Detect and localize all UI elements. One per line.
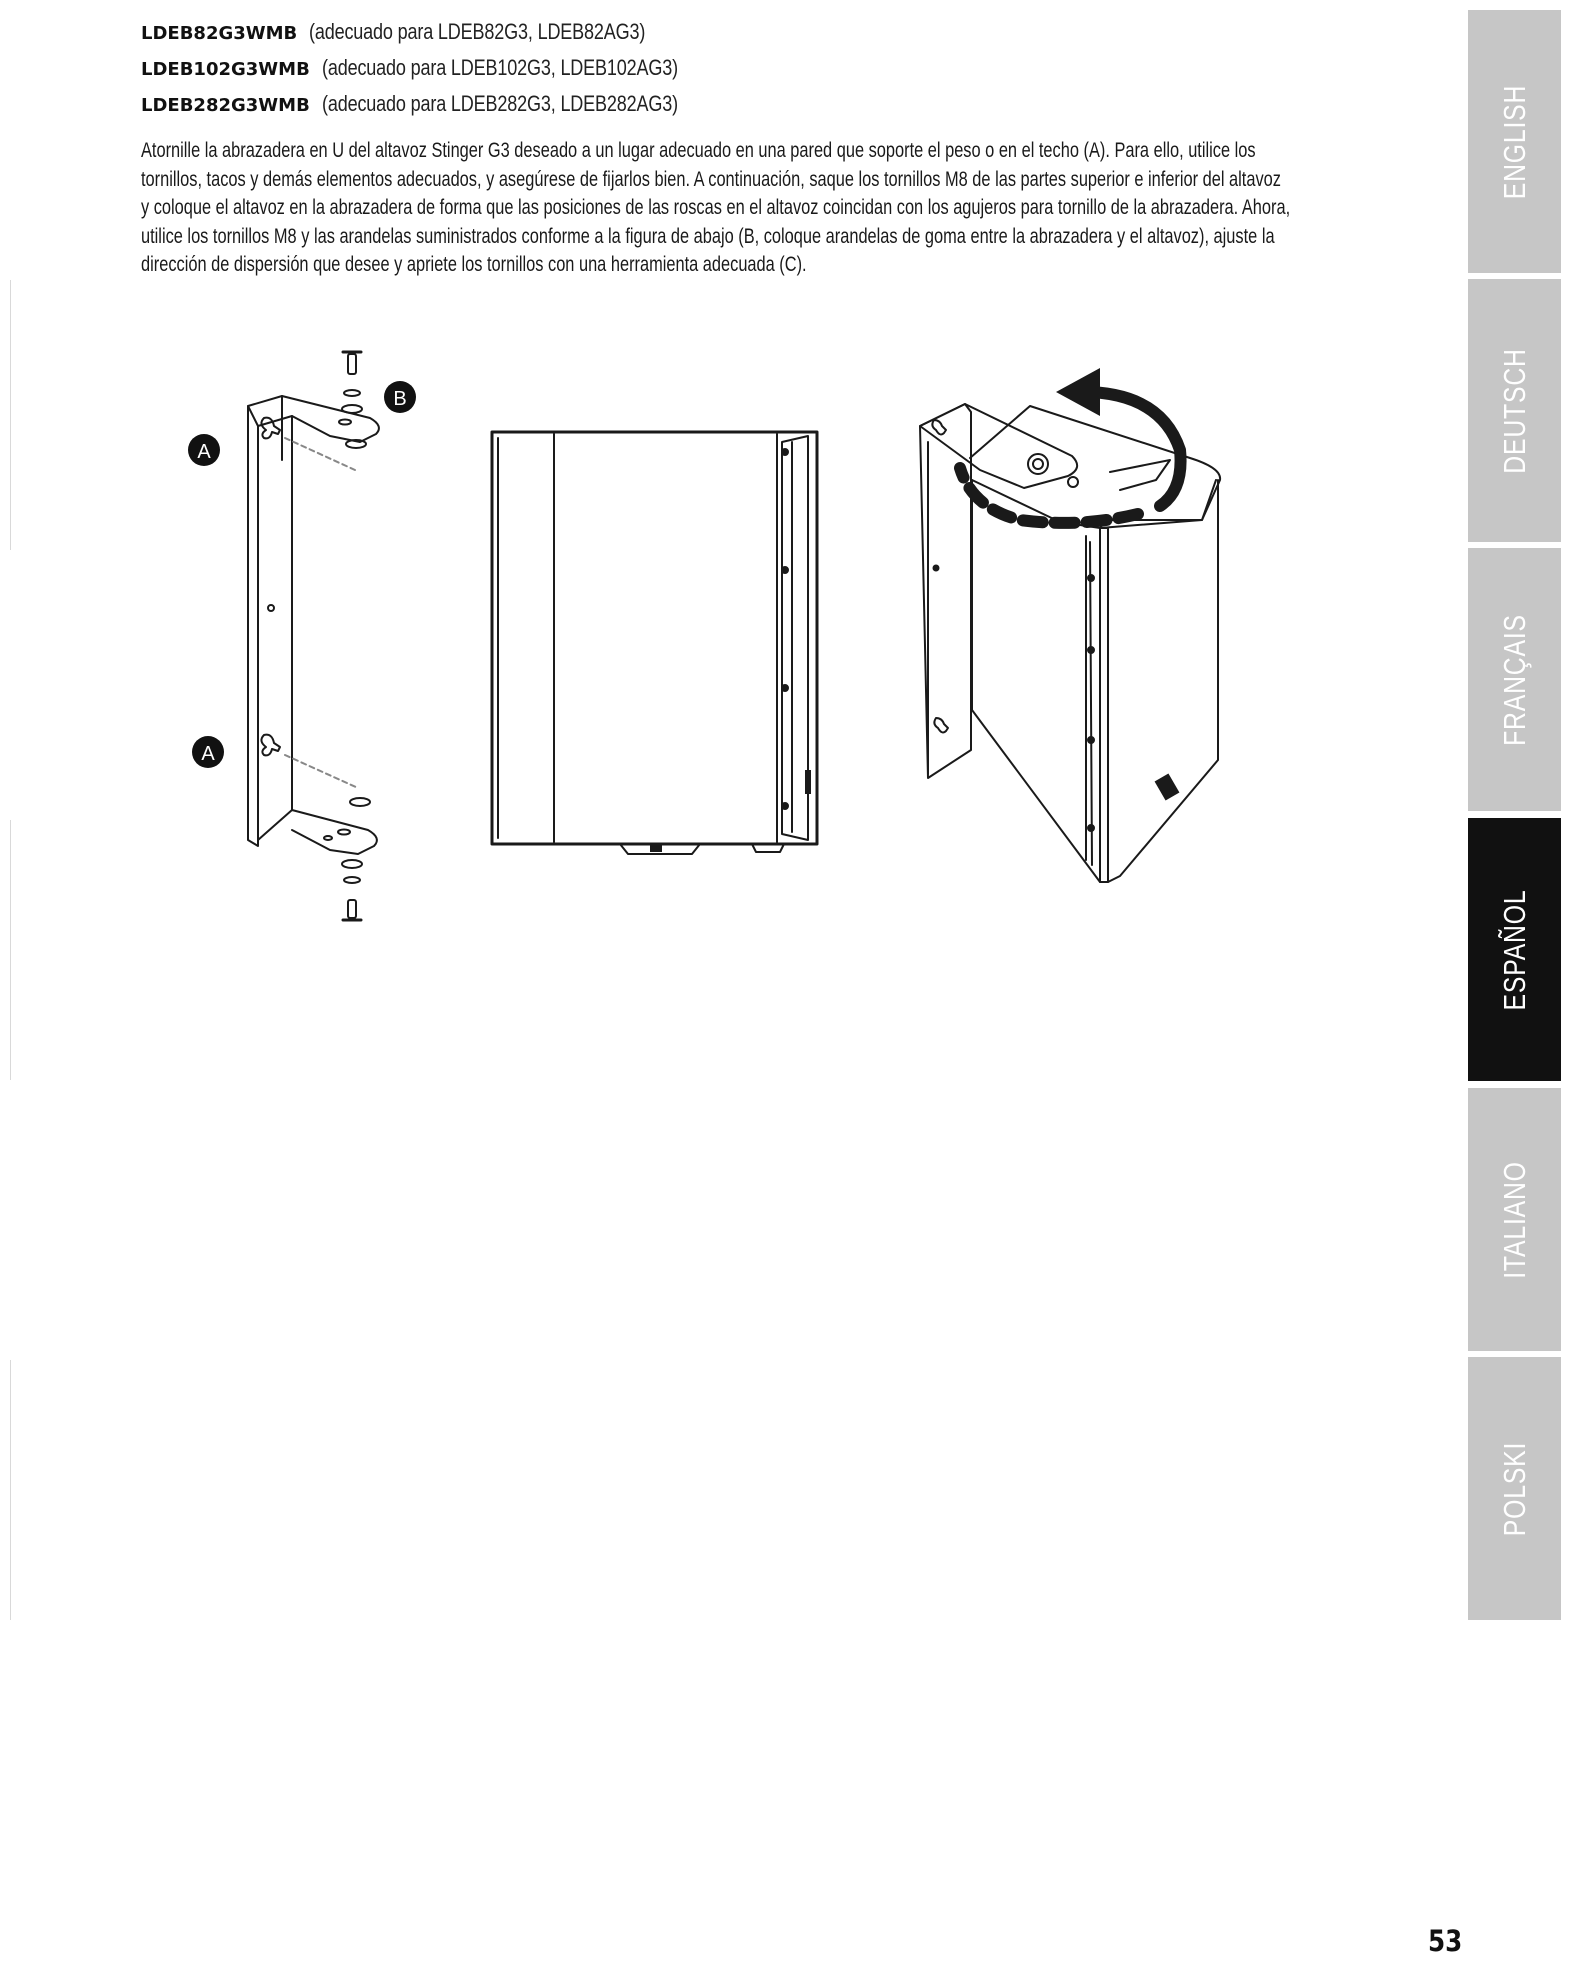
tab-label: ENGLISH xyxy=(1496,84,1532,199)
model-line xyxy=(141,86,1401,122)
instructions-paragraph xyxy=(141,137,1370,280)
tab-english[interactable] xyxy=(1468,10,1561,273)
tab-francais[interactable] xyxy=(1468,548,1561,811)
instructions-line: utilice los tornillos M8 y las arandelas suministrados conforme a la figura de abajo (B, coloque arandelas de goma entre la abrazadera y el altavoz), ajuste la xyxy=(141,224,1275,248)
model-compat: (adecuado para LDEB282G3, LDEB282AG3) xyxy=(321,91,678,116)
tab-label: ITALIANO xyxy=(1496,1160,1532,1279)
callout-a-bottom xyxy=(192,736,224,768)
tab-italiano[interactable] xyxy=(1468,1088,1561,1351)
model-list xyxy=(141,14,1401,122)
model-compat: (adecuado para LDEB102G3, LDEB102AG3) xyxy=(321,55,678,80)
margin-rule xyxy=(10,820,11,1080)
instructions-line: tornillos, tacos y demás elementos adecuados, y asegúrese de fijarlos bien. A continuación, saque los tornillos M8 de las partes superior e inferior del altavoz xyxy=(141,167,1281,191)
page-number: 53 xyxy=(1428,1924,1463,1958)
tab-label: DEUTSCH xyxy=(1496,347,1532,474)
tab-label: ESPAÑOL xyxy=(1496,889,1532,1010)
model-compat: (adecuado para LDEB82G3, LDEB82AG3) xyxy=(309,19,646,44)
mounting-illustration xyxy=(160,330,1310,940)
model-name: LDEB282G3WMB xyxy=(141,95,310,116)
callout-b xyxy=(384,381,416,413)
model-name: LDEB82G3WMB xyxy=(141,23,298,44)
model-line xyxy=(141,50,1401,86)
instructions-line: dirección de dispersión que desee y apriete los tornillos con una herramienta adecuada (C). xyxy=(141,253,807,276)
speaker-side-view xyxy=(492,432,817,854)
u-bracket-drawing xyxy=(248,352,379,920)
tab-deutsch[interactable] xyxy=(1468,279,1561,542)
instructions-line: y coloque el altavoz en la abrazadera de forma que las posiciones de las roscas en el altavoz coincidan con los agujeros para tornillo de la abrazadera. Ahora, xyxy=(141,196,1291,219)
instructions-line: Atornille la abrazadera en U del altavoz Stinger G3 deseado a un lugar adecuado en una pared que soporte el peso o en el techo (A). Para ello, utilice los xyxy=(141,139,1256,162)
tab-espanol[interactable] xyxy=(1468,818,1561,1081)
callout-label: A xyxy=(197,441,211,463)
model-line xyxy=(141,14,1401,50)
margin-rule xyxy=(10,1360,11,1620)
callout-label: A xyxy=(201,743,215,765)
speaker-perspective-view xyxy=(920,368,1220,882)
tab-polski[interactable] xyxy=(1468,1357,1561,1620)
tab-label: FRANÇAIS xyxy=(1496,613,1532,746)
callout-a-top xyxy=(188,434,220,466)
tab-label: POLSKI xyxy=(1496,1441,1532,1536)
callout-label: B xyxy=(393,388,407,410)
model-name: LDEB102G3WMB xyxy=(141,59,310,80)
margin-rule xyxy=(10,280,11,550)
